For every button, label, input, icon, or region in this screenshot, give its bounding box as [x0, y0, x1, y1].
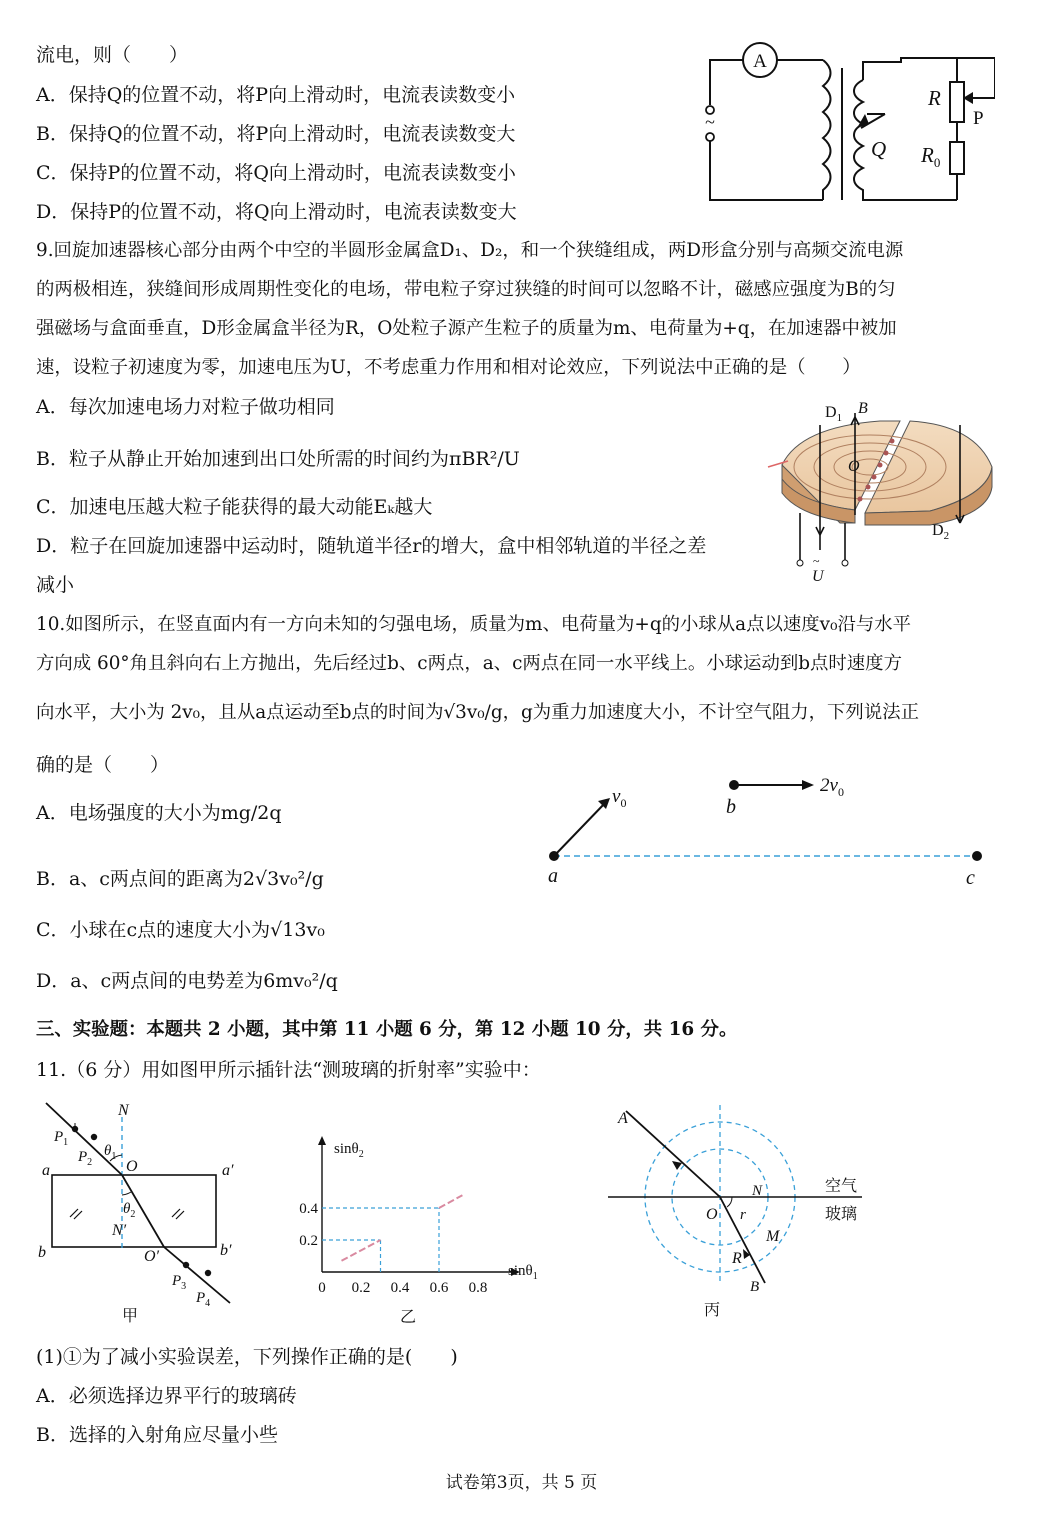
y-tick-label: 0.2 — [299, 1233, 318, 1249]
q8-option-a: A．保持Q的位置不动，将P向上滑动时，电流表读数变小 — [36, 84, 516, 106]
2v0-label: $2v_0$ — [820, 775, 844, 799]
point-o-prime-label: O′ — [144, 1248, 160, 1265]
q11-part1: (1)①为了减小实验误差，下列操作正确的是( ) — [36, 1346, 458, 1368]
theta1-label: $\theta_1$ — [104, 1143, 117, 1162]
q9-stem-line3: 强磁场与盒面垂直，D形金属盒半径为R，O处粒子源产生粒子的质量为m、电荷量为+q，在加速器中被加 — [36, 318, 897, 339]
q10-stem-line3: 向水平，大小为 2v₀，且从a点运动至b点的时间为√3v₀/g，g为重力加速度大小，不计空气阻力，下列说法正 — [36, 702, 919, 723]
point-b-label: b — [726, 796, 736, 818]
y-axis-arrow — [318, 1136, 326, 1145]
q8-option-b: B．保持Q的位置不动，将P向上滑动时，电流表读数变大 — [36, 123, 516, 145]
q9-stem-line1: 9.回旋加速器核心部分由两个中空的半圆形金属盒D₁、D₂，和一个狭缝组成，两D形盒分别与高频交流电源 — [36, 240, 904, 261]
q10-option-c: C．小球在c点的速度大小为√13v₀ — [36, 919, 325, 941]
transformer-circuit-figure — [695, 10, 995, 210]
data-line-segment-1 — [342, 1240, 381, 1261]
point-m-label: M — [766, 1228, 780, 1245]
figure-jia-caption: 甲 — [122, 1308, 139, 1325]
y-tick-label: 0.4 — [299, 1201, 318, 1217]
figure-yi-caption: 乙 — [400, 1309, 417, 1326]
tap-q-label: Q — [871, 137, 887, 161]
projectile-figure — [530, 768, 1020, 893]
x-axis-label: sinθ$_1$ — [508, 1263, 538, 1282]
point-c-label: c — [966, 867, 975, 889]
ac-tilde: ~ — [813, 554, 820, 568]
pin-p4-label: $P_4$ — [196, 1290, 211, 1309]
q9-stem-line2: 的两极相连，狭缝间形成周期性变化的电场，带电粒子穿过狭缝的时间可以忽略不计，磁感应强度为B的匀 — [36, 279, 896, 300]
q9-option-c: C．加速电压越大粒子能获得的最大动能Eₖ越大 — [36, 496, 433, 518]
page-footer: 试卷第3页，共 5 页 — [445, 1473, 598, 1493]
d1-label: $D_1$ — [825, 404, 843, 424]
ray-b-label: B — [750, 1279, 760, 1295]
pin-p3-label: $P_3$ — [172, 1273, 187, 1292]
ac-voltage-label: U — [812, 568, 824, 585]
q9-stem-line4: 速，设粒子初速度为零，加速电压为U，不考虑重力作用和相对论效应，下列说法中正确的是（ ） — [36, 357, 861, 378]
corner-a-label: a — [42, 1162, 50, 1179]
x-tick-label: 0.8 — [468, 1280, 488, 1296]
q11-stem: 11.（6 分）用如图甲所示插针法“测玻璃的折射率”实验中： — [36, 1059, 541, 1081]
q10-option-a: A．电场强度的大小为mg/2q — [36, 802, 282, 824]
ray-a-label: A — [618, 1110, 628, 1127]
corner-a-prime-label: a′ — [222, 1162, 234, 1179]
point-o-label: O — [126, 1158, 138, 1175]
q9-option-b: B．粒子从静止开始加速到出口处所需的时间约为πBR²/U — [36, 448, 520, 470]
section-3-heading: 三、实验题：本题共 2 小题，其中第 11 小题 6 分，第 12 小题 10 分，共 16 分。 — [36, 1019, 738, 1040]
corner-b-label: b — [38, 1244, 46, 1261]
center-o-label: O — [706, 1206, 718, 1223]
q11-option-b: B．选择的入射角应尽量小些 — [36, 1424, 278, 1446]
q9-option-d: D．粒子在回旋加速器中运动时，随轨道半径r的增大，盒中相邻轨道的半径之差 — [36, 535, 707, 557]
resistor-r0-label: $R_0$ — [921, 143, 941, 170]
x-tick-label: 0.6 — [429, 1280, 449, 1296]
pin-p2-label: $P_2$ — [78, 1149, 93, 1168]
q10-stem-line1: 10.如图所示，在竖直面内有一方向未知的匀强电场，质量为m、电荷量为+q的小球从a点以速度v₀沿与水平 — [36, 614, 912, 635]
q10-stem-line2: 方向成 60°角且斜向右上方抛出，先后经过b、c两点，a、c两点在同一水平线上。小球运动到b点时速度方 — [36, 653, 902, 674]
slider-p-label: P — [973, 108, 984, 129]
x-tick-label: 0 — [318, 1280, 326, 1296]
theta2-label: $\theta_2$ — [123, 1201, 136, 1220]
question-8-stem-tail: 流电，则（ ） — [36, 44, 189, 66]
angle-r-label: r — [740, 1207, 746, 1223]
figure-jia-glass-block — [30, 1095, 260, 1325]
q10-option-d: D．a、c两点间的电势差为6mv₀²/q — [36, 970, 338, 992]
d2-label: $D_2$ — [932, 522, 950, 542]
glass-label: 玻璃 — [825, 1206, 858, 1223]
cyclotron-figure — [760, 395, 1030, 595]
q10-stem-line4: 确的是（ ） — [36, 754, 170, 776]
v0-label: $v_0$ — [612, 786, 627, 810]
figure-yi-chart — [290, 1130, 560, 1330]
resistor-r-label: R — [928, 86, 941, 110]
q9-option-a: A．每次加速电场力对粒子做功相同 — [36, 396, 335, 418]
q8-option-c: C．保持P的位置不动，将Q向上滑动时，电流表读数变小 — [36, 162, 516, 184]
figure-bing-caption: 丙 — [704, 1302, 721, 1319]
corner-b-prime-label: b′ — [220, 1242, 232, 1259]
normal-n-prime-label: N′ — [112, 1222, 127, 1239]
q8-option-d: D．保持P的位置不动，将Q向上滑动时，电流表读数变大 — [36, 201, 517, 223]
point-n-label: N — [752, 1183, 763, 1199]
q11-option-a: A．必须选择边界平行的玻璃砖 — [36, 1385, 297, 1407]
air-label: 空气 — [825, 1178, 858, 1195]
point-r-label: R — [732, 1250, 742, 1267]
data-line-segment-2 — [439, 1195, 462, 1208]
ammeter-label: A — [753, 51, 767, 72]
pin-p1-label: $P_1$ — [54, 1129, 69, 1148]
b-field-label: B — [858, 400, 868, 417]
q9-option-d-cont: 减小 — [36, 574, 75, 596]
normal-n-label: N — [118, 1102, 129, 1119]
x-tick-label: 0.2 — [351, 1280, 371, 1296]
x-tick-label: 0.4 — [390, 1280, 410, 1296]
y-axis-label: sinθ$_2$ — [334, 1141, 364, 1160]
point-a-label: a — [548, 865, 558, 887]
center-o-label: O — [848, 458, 860, 475]
ac-source-symbol: ~ — [705, 112, 715, 132]
figure-bing-refraction — [600, 1095, 900, 1325]
q10-option-b: B．a、c两点间的距离为2√3v₀²/g — [36, 868, 324, 890]
